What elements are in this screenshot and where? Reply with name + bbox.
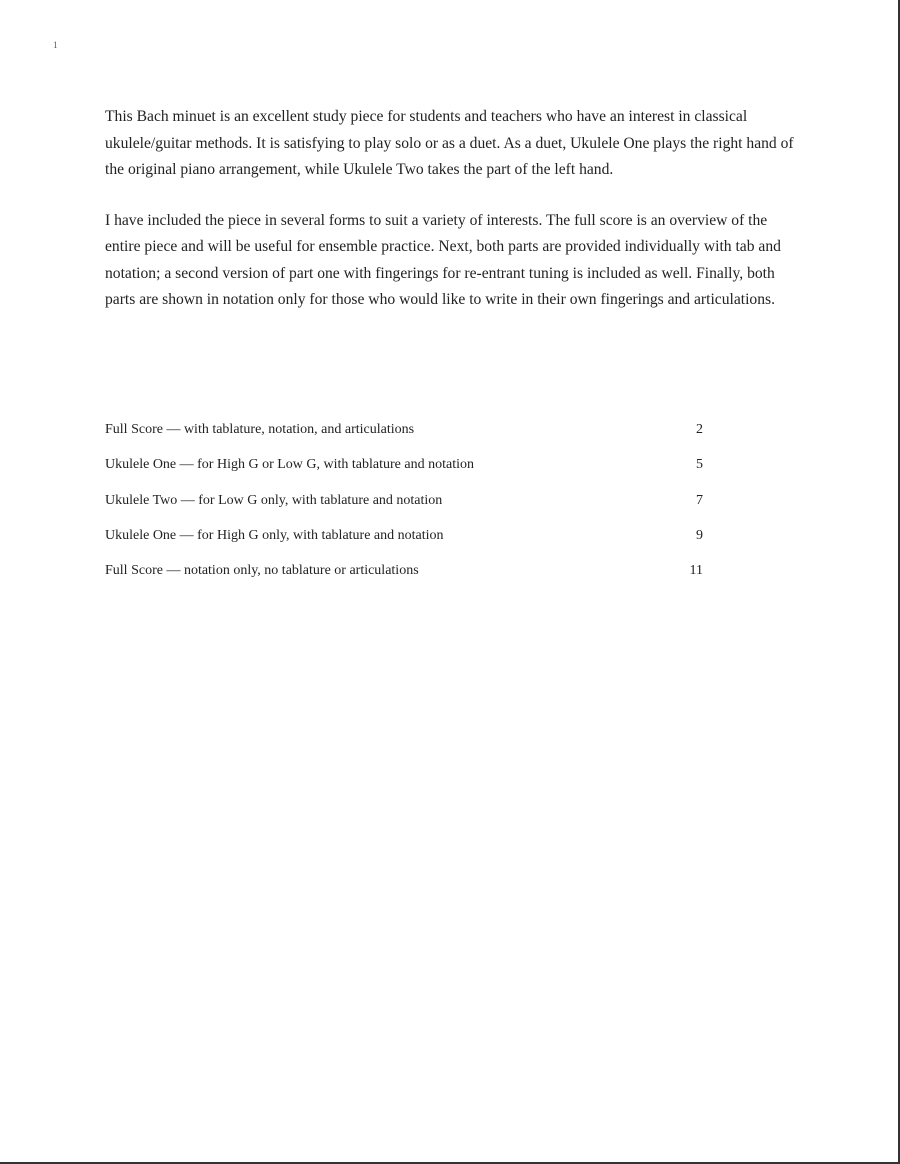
toc-entry-title: Full Score — with tablature, notation, and articulations [105, 422, 415, 437]
toc-entry-title: Ukulele Two — for Low G only, with tablature and notation [105, 492, 443, 508]
intro-paragraph-1: This Bach minuet is an excellent study piece for students and teachers who have an interest in classical ukulele/guitar methods. It is satisfying to play solo or as a duet. As a duet, Ukulele One plays the right hand of the original piano arrangement, while Ukulele Two takes the part of the left hand. [105, 108, 794, 178]
toc-entry [105, 451, 715, 486]
table-of-contents [105, 416, 715, 592]
page-number: 1 [53, 40, 58, 50]
toc-entry [105, 487, 715, 522]
toc-entry-title: Ukulele One — for High G only, with tablature and notation [105, 527, 444, 543]
toc-entry [105, 416, 715, 451]
toc-entry-page: 2 [696, 422, 703, 437]
toc-entry-page: 7 [696, 492, 703, 508]
toc-entry-page: 9 [696, 527, 703, 543]
toc-entry-title: Full Score — notation only, no tablature or articulations [105, 563, 419, 579]
intro-section [105, 104, 805, 338]
toc-entry [105, 557, 715, 592]
toc-entry [105, 522, 715, 557]
intro-paragraph-2: I have included the piece in several forms to suit a variety of interests. The full score is an overview of the entire piece and will be useful for ensemble practice. Next, both parts are provided individually with tab and notation; a second version of part one with fingerings for re-entrant tuning is included as well. Finally, both parts are shown in notation only for those who would like to write in their own fingerings and articulations. [105, 211, 781, 308]
toc-entry-page: 5 [696, 457, 703, 473]
toc-entry-title: Ukulele One — for High G or Low G, with tablature and notation [105, 457, 474, 473]
toc-entry-page: 11 [689, 563, 703, 579]
